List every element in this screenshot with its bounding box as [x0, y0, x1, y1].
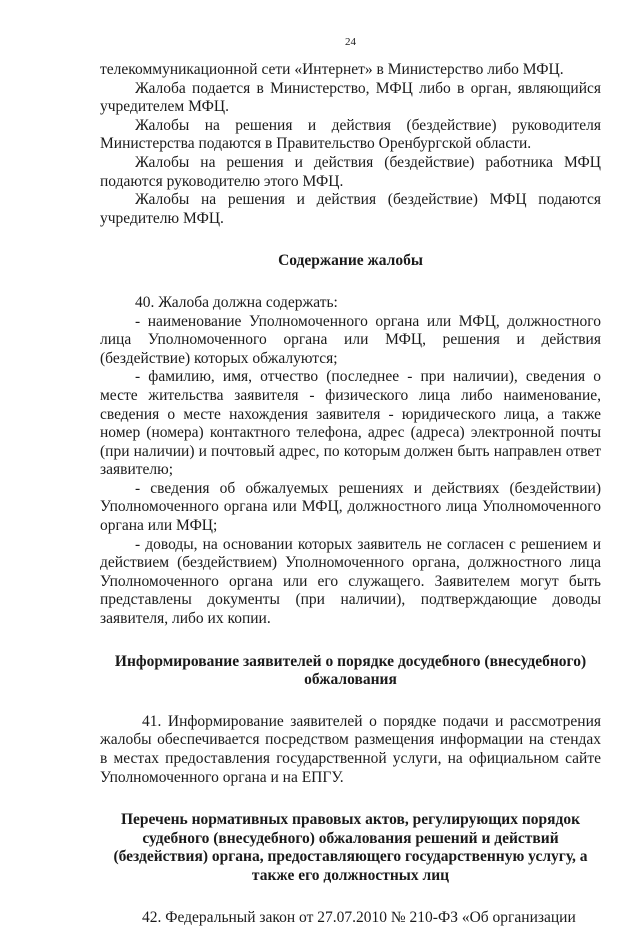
section-heading-complaint-content: Содержание жалобы	[278, 252, 423, 270]
list-item: - фамилию, имя, отчество (последнее - при наличии), сведения о месте жительства заявителя - физического лица либо наименование, сведения о месте нахождения заявителя - юридического лица, а также номер (номера) контактного телефона, адрес (адреса) электронной почты (при наличии) и почтовый адрес, по которым должен быть направлен ответ заявителю;	[100, 368, 601, 479]
section-heading-legal-acts: Перечень нормативных правовых актов, регулирующих порядок судебного (внесудебного) обжалования решений и действий (бездействия) органа, предоставляющего государственную услугу, а также его должностных лиц	[113, 811, 588, 884]
paragraph: Жалоба подается в Министерство, МФЦ либо в орган, являющийся учредителем МФЦ.	[100, 79, 601, 116]
list-item: - доводы, на основании которых заявитель не согласен с решением и действием (бездействием) Уполномоченного органа, должностного лица Уполномоченного органа или его служащего. Заявителем могут быть представлены документы (при наличии), подтверждающие доводы заявителя, либо их копии.	[100, 535, 601, 628]
paragraph: Жалобы на решения и действия (бездействие) работника МФЦ подаются руководителю этого МФЦ.	[100, 153, 601, 190]
paragraph-item-41: 41. Информирование заявителей о порядке подачи и рассмотрения жалобы обеспечивается посредством размещения информации на стендах в местах предоставления государственной услуги, на официальном сайте Уполномоченного органа и на ЕПГУ.	[100, 712, 601, 786]
list-item: - сведения об обжалуемых решениях и действиях (бездействии) Уполномоченного органа или МФЦ, должностного лица Уполномоченного органа или МФЦ;	[100, 479, 601, 535]
paragraph-continuation: телекоммуникационной сети «Интернет» в Министерство либо МФЦ.	[100, 61, 564, 78]
list-item: - наименование Уполномоченного органа или МФЦ, должностного лица Уполномоченного органа или МФЦ, решения и действия (бездействие) которых обжалуются;	[100, 312, 601, 367]
paragraph: Жалобы на решения и действия (бездействие) руководителя Министерства подаются в Правительство Оренбургской области.	[100, 116, 601, 153]
paragraph: Жалобы на решения и действия (бездействие) МФЦ подаются учредителю МФЦ.	[100, 191, 601, 227]
section-heading-informing: Информирование заявителей о порядке досудебного (внесудебного) обжалования	[114, 652, 587, 689]
paragraph-item-40: 40. Жалоба должна содержать:	[135, 293, 338, 311]
document-body	[100, 61, 601, 927]
page-number: 24	[345, 36, 356, 48]
paragraph-item-42: 42. Федеральный закон от 27.07.2010 № 210-ФЗ «Об организации	[142, 908, 576, 926]
